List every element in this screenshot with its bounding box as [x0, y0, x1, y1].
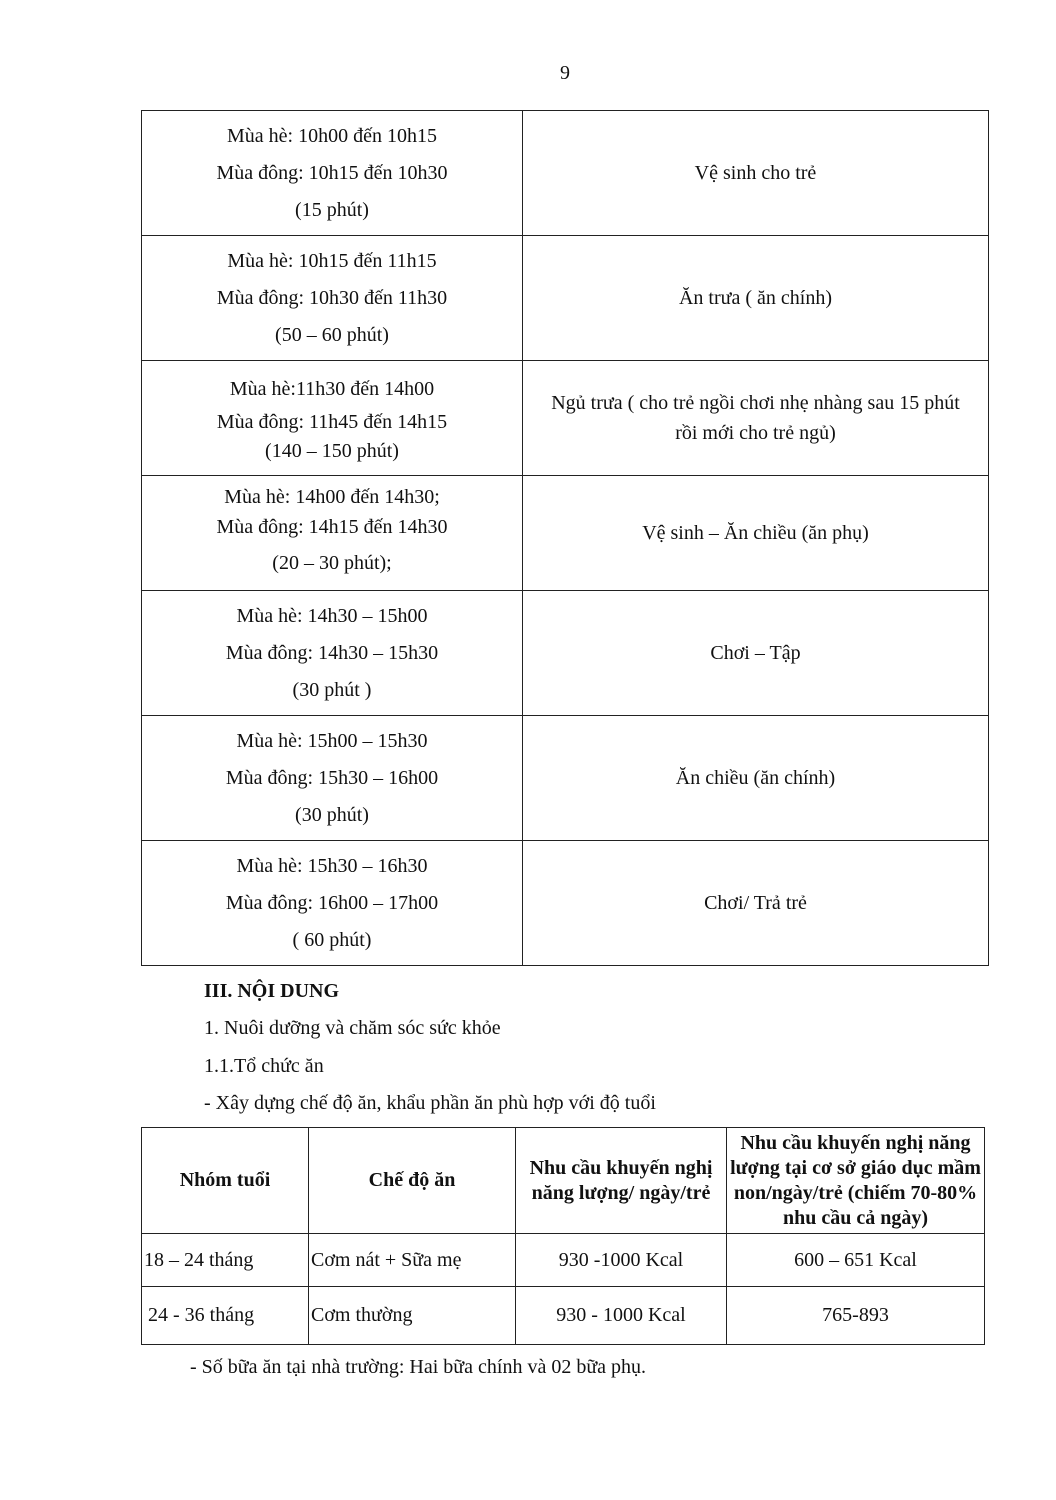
time-line: Mùa đông: 11h45 đến 14h15: [216, 411, 448, 433]
table-row: [142, 1234, 985, 1287]
activity-cell: Chơi – Tập: [523, 591, 989, 716]
schedule-table: [141, 110, 989, 966]
time-line: Mùa hè: 10h00 đến 10h15: [227, 124, 437, 147]
table-cell: 765-893: [727, 1287, 985, 1345]
section-item: 1. Nuôi dưỡng và chăm sóc sức khỏe: [204, 1017, 501, 1039]
diet-table: [141, 1127, 985, 1345]
table-row: [142, 111, 989, 236]
time-cell: [142, 841, 523, 966]
table-row: [142, 236, 989, 361]
table-cell: Cơm nát + Sữa mẹ: [309, 1234, 516, 1287]
activity-cell: Ngủ trưa ( cho trẻ ngồi chơi nhẹ nhàng sau 15 phút rồi mới cho trẻ ngủ): [523, 361, 989, 476]
time-line: Mùa hè: 14h00 đến 14h30;: [224, 486, 440, 508]
table-cell: 930 - 1000 Kcal: [516, 1287, 727, 1345]
section-subitem: 1.1.Tổ chức ăn: [204, 1055, 324, 1077]
table-cell: 930 -1000 Kcal: [516, 1234, 727, 1287]
table-row: [142, 361, 989, 476]
column-header: Nhu cầu khuyến nghị năng lượng/ ngày/trẻ: [516, 1128, 727, 1234]
time-cell: [142, 591, 523, 716]
time-line: Mùa hè: 14h30 – 15h00: [236, 604, 428, 627]
table-row: [142, 591, 989, 716]
table-cell: 600 – 651 Kcal: [727, 1234, 985, 1287]
time-line: Mùa đông: 15h30 – 16h00: [225, 766, 439, 789]
time-line: (30 phút ): [292, 678, 372, 701]
page-number: 9: [560, 62, 570, 84]
time-cell: [142, 236, 523, 361]
time-line: Mùa hè: 15h30 – 16h30: [236, 854, 428, 877]
time-line: Mùa đông: 10h30 đến 11h30: [216, 286, 448, 309]
activity-cell: Vệ sinh cho trẻ: [523, 111, 989, 236]
table-header-row: [142, 1128, 985, 1234]
activity-cell: Ăn chiều (ăn chính): [523, 716, 989, 841]
time-line: Mùa đông: 14h30 – 15h30: [225, 641, 439, 664]
column-header: Chế độ ăn: [309, 1128, 516, 1234]
time-line: ( 60 phút): [292, 928, 372, 951]
table-cell: 24 - 36 tháng: [142, 1287, 309, 1345]
activity-cell: Ăn trưa ( ăn chính): [523, 236, 989, 361]
footnote: - Số bữa ăn tại nhà trường: Hai bữa chính và 02 bữa phụ.: [190, 1356, 647, 1378]
activity-cell: Vệ sinh – Ăn chiều (ăn phụ): [523, 476, 989, 591]
table-cell: 18 – 24 tháng: [142, 1234, 309, 1287]
time-line: (50 – 60 phút): [275, 323, 389, 346]
time-cell: [142, 716, 523, 841]
time-line: (20 – 30 phút);: [272, 552, 392, 574]
activity-cell: Chơi/ Trả trẻ: [523, 841, 989, 966]
section-title: III. NỘI DUNG: [204, 980, 340, 1002]
time-line: Mùa hè: 15h00 – 15h30: [236, 729, 428, 752]
table-row: [142, 716, 989, 841]
table-cell: Cơm thường: [309, 1287, 516, 1345]
time-line: (30 phút): [295, 803, 369, 826]
time-line: (140 – 150 phút): [265, 440, 399, 462]
time-line: Mùa đông: 14h15 đến 14h30: [216, 516, 448, 538]
column-header: Nhóm tuổi: [142, 1128, 309, 1234]
table-row: [142, 476, 989, 591]
time-line: Mùa đông: 16h00 – 17h00: [225, 891, 439, 914]
time-line: (15 phút): [295, 198, 369, 221]
table-row: [142, 841, 989, 966]
time-line: Mùa hè:11h30 đến 14h00: [229, 378, 435, 400]
time-cell: [142, 476, 523, 591]
section-bullet: - Xây dựng chế độ ăn, khẩu phần ăn phù hợp với độ tuổi: [204, 1092, 656, 1114]
time-cell: [142, 361, 523, 476]
time-line: Mùa đông: 10h15 đến 10h30: [216, 161, 448, 184]
time-cell: [142, 111, 523, 236]
time-line: Mùa hè: 10h15 đến 11h15: [227, 249, 437, 272]
column-header: Nhu cầu khuyến nghị năng lượng tại cơ sở giáo dục mầm non/ngày/trẻ (chiếm 70-80% nhu cầu cả ngày): [727, 1128, 985, 1234]
table-row: [142, 1287, 985, 1345]
